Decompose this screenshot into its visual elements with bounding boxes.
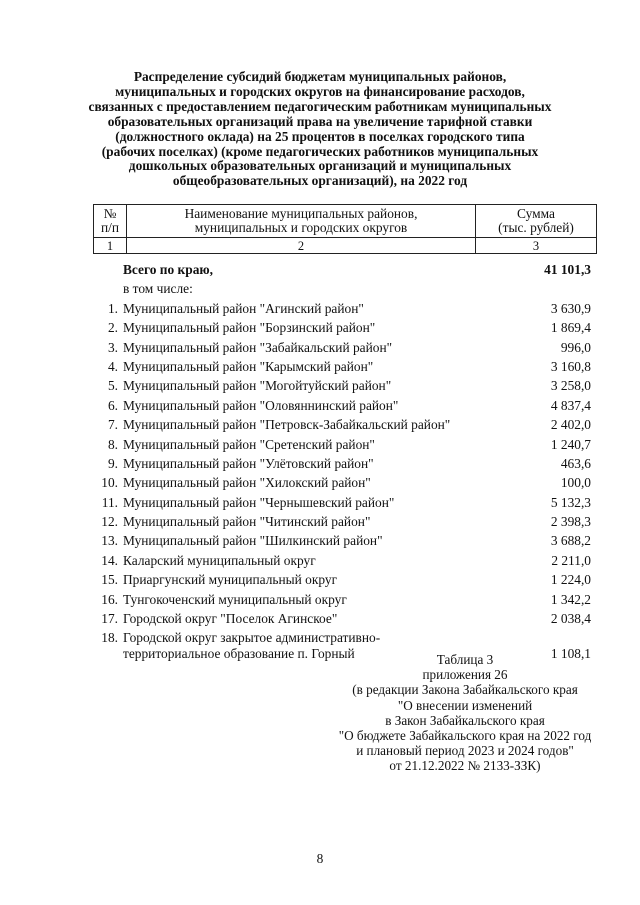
row-value: 463,6 xyxy=(560,455,591,471)
row-number: 14. xyxy=(101,552,118,568)
table-row xyxy=(93,398,597,417)
total-label: Всего по краю, xyxy=(123,262,213,277)
table-row xyxy=(93,456,597,475)
note-line: Таблица 3 xyxy=(436,652,494,667)
row-name: Муниципальный район "Оловяннинский район" xyxy=(123,397,399,413)
title-line: муниципальных и городских округов на финансирование расходов, xyxy=(115,83,525,99)
total-value: 41 101,3 xyxy=(544,262,591,277)
table-header xyxy=(93,204,597,254)
row-value: 2 402,0 xyxy=(550,417,591,433)
row-name: Муниципальный район "Хилокский район" xyxy=(123,475,371,491)
title-line: связанных с предоставлением педагогическим работникам муниципальных xyxy=(88,98,552,114)
note-line: приложения 26 xyxy=(422,667,508,683)
row-value: 1 869,4 xyxy=(550,320,591,336)
title-line: (рабочих поселках) (кроме педагогических работников муниципальных xyxy=(101,143,539,159)
subtotal-label: в том числе: xyxy=(123,281,193,297)
row-number: 2. xyxy=(107,320,118,336)
table-row xyxy=(93,495,597,514)
row-number: 13. xyxy=(101,533,118,549)
header-text: (тыс. рублей) xyxy=(498,220,574,235)
page-number: 8 xyxy=(316,851,324,866)
row-value: 1 342,2 xyxy=(550,591,591,607)
row-name: Муниципальный район "Сретенский район" xyxy=(123,436,375,452)
row-name: Муниципальный район "Могойтуйский район" xyxy=(123,378,392,394)
note-line: "О бюджете Забайкальского края на 2022 год xyxy=(338,728,592,744)
note-line: в Закон Забайкальского края xyxy=(385,712,545,728)
row-number: 6. xyxy=(107,397,118,413)
row-name: Каларский муниципальный округ xyxy=(123,552,316,568)
row-value: 4 837,4 xyxy=(550,397,591,413)
row-value: 100,0 xyxy=(560,475,591,491)
table-row xyxy=(93,437,597,456)
title-line: Распределение субсидий бюджетам муниципальных районов, xyxy=(133,69,507,84)
row-value: 3 258,0 xyxy=(550,378,591,394)
row-value: 3 160,8 xyxy=(550,358,591,374)
row-value: 2 038,4 xyxy=(550,611,591,627)
note-line: (в редакции Закона Забайкальского края xyxy=(352,682,578,698)
header-text: муниципальных и городских округов xyxy=(194,220,408,235)
header-cell-number xyxy=(94,205,127,238)
row-number: 11. xyxy=(101,494,118,510)
table-row xyxy=(93,553,597,572)
header-text: п/п xyxy=(100,220,120,235)
column-index: 3 xyxy=(476,238,597,254)
row-name-line: Городской округ закрытое административно- xyxy=(123,630,381,646)
row-value: 1 108,1 xyxy=(550,646,591,662)
row-value: 3 630,9 xyxy=(550,300,591,316)
row-number: 7. xyxy=(107,417,118,433)
header-cell-name xyxy=(127,205,476,238)
row-name: Муниципальный район "Борзинский район" xyxy=(123,320,376,336)
row-name: Тунгокоченский муниципальный округ xyxy=(123,591,347,607)
row-name: Муниципальный район "Агинский район" xyxy=(123,300,364,316)
header-text: № xyxy=(103,205,117,221)
row-name: Приаргунский муниципальный округ xyxy=(123,572,338,588)
row-name: Муниципальный район "Улётовский район" xyxy=(123,455,374,471)
table-row xyxy=(93,533,597,552)
appendix-note xyxy=(330,652,600,774)
row-name-line: территориальное образование п. Горный xyxy=(123,646,355,662)
header-text: Наименование муниципальных районов, xyxy=(184,205,418,221)
header-text: Сумма xyxy=(517,205,555,221)
row-name: Муниципальный район "Карымский район" xyxy=(123,358,374,374)
row-number: 17. xyxy=(101,611,118,627)
row-name: Городской округ "Поселок Агинское" xyxy=(123,611,338,627)
column-index: 2 xyxy=(127,238,476,254)
row-number: 1. xyxy=(107,300,118,316)
row-number: 16. xyxy=(101,591,118,607)
table-row xyxy=(93,417,597,436)
table-row xyxy=(93,611,597,630)
row-number: 9. xyxy=(107,455,118,471)
row-value: 996,0 xyxy=(560,339,591,355)
row-number: 18. xyxy=(101,630,118,646)
header-cell-sum xyxy=(476,205,597,238)
row-number: 8. xyxy=(107,436,118,452)
document-title xyxy=(60,70,580,189)
row-number: 15. xyxy=(101,572,118,588)
table-row xyxy=(93,378,597,397)
row-value: 2 211,0 xyxy=(551,552,591,568)
row-value: 5 132,3 xyxy=(550,494,591,510)
table-body xyxy=(93,262,597,666)
table-row xyxy=(93,592,597,611)
row-name: Муниципальный район "Читинский район" xyxy=(123,514,371,530)
table-row xyxy=(93,475,597,494)
note-line: "О внесении изменений xyxy=(397,697,533,713)
title-line: общеобразовательных организаций), на 2022 год xyxy=(172,173,468,189)
table-row xyxy=(93,572,597,591)
subtotal-row xyxy=(93,281,597,300)
title-line: (должностного оклада) на 25 процентов в поселках городского типа xyxy=(115,128,525,144)
row-name: Муниципальный район "Петровск-Забайкальский район" xyxy=(123,417,451,433)
row-number: 5. xyxy=(107,378,118,394)
note-line: и плановый период 2023 и 2024 годов" xyxy=(356,743,574,759)
row-name: Муниципальный район "Чернышевский район" xyxy=(123,494,395,510)
note-line: от 21.12.2022 № 2133-ЗЗК) xyxy=(389,758,541,774)
table-row xyxy=(93,320,597,339)
table-row xyxy=(93,514,597,533)
row-name: Муниципальный район "Забайкальский район" xyxy=(123,339,393,355)
row-value: 3 688,2 xyxy=(550,533,591,549)
title-line: дошкольных образовательных организаций и муниципальных xyxy=(128,158,512,174)
table-row xyxy=(93,340,597,359)
row-number: 10. xyxy=(101,475,118,491)
total-row xyxy=(93,262,597,281)
title-line: образовательных организаций права на увеличение тарифной ставки xyxy=(107,113,533,129)
row-value: 1 240,7 xyxy=(550,436,591,452)
column-index: 1 xyxy=(94,238,127,254)
table-row xyxy=(93,359,597,378)
row-name: Муниципальный район "Шилкинский район" xyxy=(123,533,383,549)
row-number: 3. xyxy=(107,339,118,355)
table-row xyxy=(93,301,597,320)
row-number: 12. xyxy=(101,514,118,530)
row-value: 1 224,0 xyxy=(550,572,591,588)
row-number: 4. xyxy=(107,358,118,374)
row-value: 2 398,3 xyxy=(550,514,591,530)
